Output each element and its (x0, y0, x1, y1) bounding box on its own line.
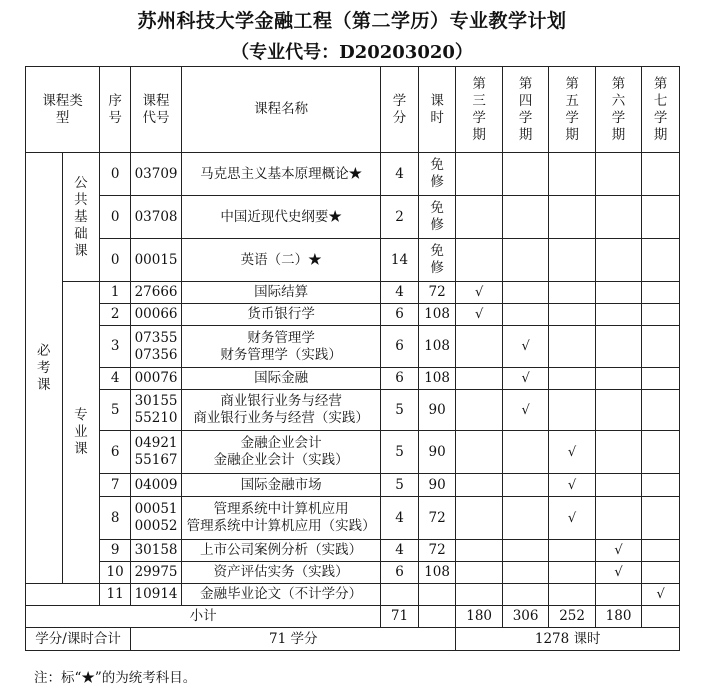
subtotal-term: 180 (595, 606, 641, 628)
course-credits: 4 (381, 540, 419, 562)
total-label: 学分/课时合计 (26, 628, 131, 651)
course-hours: 108 (418, 368, 456, 390)
term-cell (595, 282, 641, 304)
course-hours: 72 (418, 497, 456, 540)
total-row (26, 628, 680, 651)
subtotal-label: 小计 (26, 606, 381, 628)
term-check-mark: √ (502, 368, 548, 390)
header-term-4: 第四学期 (502, 67, 548, 153)
term-cell (642, 562, 680, 584)
term-cell (502, 584, 548, 606)
term-cell (456, 196, 502, 239)
course-credits: 14 (381, 239, 419, 282)
course-seq: 7 (100, 474, 131, 497)
course-code: 04009 (131, 474, 182, 497)
term-check-mark: √ (456, 282, 502, 304)
subtotal-term: 180 (456, 606, 502, 628)
course-hours: 免修 (418, 153, 456, 196)
header-term-5: 第五学期 (549, 67, 595, 153)
course-credits: 5 (381, 474, 419, 497)
course-row (26, 282, 680, 304)
term-cell (595, 304, 641, 326)
term-cell (549, 304, 595, 326)
course-code: 04921 55167 (131, 431, 182, 474)
course-code: 00066 (131, 304, 182, 326)
term-cell (502, 431, 548, 474)
term-cell (549, 326, 595, 368)
subtotal-row (26, 606, 680, 628)
term-cell (502, 474, 548, 497)
course-seq: 1 (100, 282, 131, 304)
course-name: 货币银行学 (182, 304, 381, 326)
term-check-mark: √ (502, 326, 548, 368)
term-cell (456, 474, 502, 497)
course-hours: 90 (418, 390, 456, 431)
total-credits: 71 学分 (131, 628, 456, 651)
term-cell (595, 390, 641, 431)
course-credits: 6 (381, 368, 419, 390)
header-term-7: 第七学期 (642, 67, 680, 153)
term-cell (595, 153, 641, 196)
course-hours: 免修 (418, 239, 456, 282)
course-code: 30158 (131, 540, 182, 562)
course-code: 03708 (131, 196, 182, 239)
course-name: 金融毕业论文（不计学分） (182, 584, 381, 606)
footnote: 注：标“★”的为统考科目。 (34, 670, 197, 686)
term-cell (456, 326, 502, 368)
header-term-6: 第六学期 (595, 67, 641, 153)
course-name: 国际结算 (182, 282, 381, 304)
term-check-mark: √ (549, 497, 595, 540)
course-row (26, 474, 680, 497)
term-cell (456, 368, 502, 390)
page-title: 苏州科技大学金融工程（第二学历）专业教学计划 (137, 10, 567, 32)
term-check-mark: √ (549, 474, 595, 497)
course-credits: 4 (381, 497, 419, 540)
course-row (26, 326, 680, 368)
course-seq: 9 (100, 540, 131, 562)
term-cell (456, 497, 502, 540)
term-cell (456, 390, 502, 431)
total-hours: 1278 课时 (456, 628, 680, 651)
course-seq: 4 (100, 368, 131, 390)
term-cell (595, 497, 641, 540)
term-cell (642, 196, 680, 239)
course-credits: 6 (381, 304, 419, 326)
term-check-mark: √ (595, 562, 641, 584)
course-seq: 0 (100, 239, 131, 282)
course-seq: 2 (100, 304, 131, 326)
course-seq: 8 (100, 497, 131, 540)
course-row (26, 431, 680, 474)
term-cell (642, 390, 680, 431)
term-cell (456, 584, 502, 606)
course-credits: 6 (381, 562, 419, 584)
course-credits: 5 (381, 431, 419, 474)
course-row (26, 497, 680, 540)
term-check-mark: √ (549, 431, 595, 474)
term-cell (642, 304, 680, 326)
term-cell (502, 562, 548, 584)
term-cell (642, 368, 680, 390)
course-code: 00076 (131, 368, 182, 390)
term-cell (502, 282, 548, 304)
term-cell (502, 239, 548, 282)
subtotal-credits: 71 (381, 606, 419, 628)
course-name: 上市公司案例分析（实践） (182, 540, 381, 562)
course-row (26, 562, 680, 584)
blank-cell (26, 584, 100, 606)
term-cell (595, 368, 641, 390)
term-cell (549, 368, 595, 390)
header-credits: 学分 (381, 67, 419, 153)
course-name: 管理系统中计算机应用 管理系统中计算机应用（实践） (182, 497, 381, 540)
term-cell (595, 584, 641, 606)
term-cell (595, 239, 641, 282)
term-cell (642, 474, 680, 497)
term-cell (595, 196, 641, 239)
course-code: 30155 55210 (131, 390, 182, 431)
course-hours: 108 (418, 326, 456, 368)
course-credits (381, 584, 419, 606)
course-code: 10914 (131, 584, 182, 606)
course-code: 29975 (131, 562, 182, 584)
header-code: 课程代号 (131, 67, 182, 153)
term-cell (549, 540, 595, 562)
course-name: 资产评估实务（实践） (182, 562, 381, 584)
course-seq: 6 (100, 431, 131, 474)
course-seq: 0 (100, 153, 131, 196)
subtotal-hours (418, 606, 456, 628)
term-cell (502, 497, 548, 540)
term-cell (595, 431, 641, 474)
course-credits: 4 (381, 153, 419, 196)
term-cell (549, 239, 595, 282)
term-cell (642, 431, 680, 474)
header-hours: 课时 (418, 67, 456, 153)
term-cell (456, 562, 502, 584)
term-cell (456, 153, 502, 196)
term-cell (549, 390, 595, 431)
header-category: 课程类型 (26, 67, 100, 153)
teaching-plan-table (25, 66, 680, 651)
term-cell (502, 540, 548, 562)
course-credits: 6 (381, 326, 419, 368)
course-hours: 72 (418, 540, 456, 562)
course-row (26, 239, 680, 282)
term-check-mark: √ (456, 304, 502, 326)
course-credits: 4 (381, 282, 419, 304)
course-name: 英语（二）★ (182, 239, 381, 282)
course-name: 国际金融市场 (182, 474, 381, 497)
course-hours (418, 584, 456, 606)
term-cell (502, 196, 548, 239)
term-cell (456, 431, 502, 474)
course-code: 00015 (131, 239, 182, 282)
course-name: 金融企业会计 金融企业会计（实践） (182, 431, 381, 474)
subtotal-term: 306 (502, 606, 548, 628)
subtotal-term (642, 606, 680, 628)
course-hours: 90 (418, 474, 456, 497)
course-row (26, 368, 680, 390)
header-seq: 序号 (100, 67, 131, 153)
course-credits: 5 (381, 390, 419, 431)
course-row (26, 196, 680, 239)
group-public: 公共基础课 (62, 153, 100, 282)
course-name: 马克思主义基本原理概论★ (182, 153, 381, 196)
group-major: 专业课 (62, 282, 100, 584)
course-hours: 72 (418, 282, 456, 304)
header-term-3: 第三学期 (456, 67, 502, 153)
course-credits: 2 (381, 196, 419, 239)
term-cell (642, 282, 680, 304)
course-row (26, 304, 680, 326)
course-hours: 90 (418, 431, 456, 474)
course-row (26, 390, 680, 431)
course-name: 财务管理学 财务管理学（实践） (182, 326, 381, 368)
term-cell (595, 474, 641, 497)
term-cell (549, 153, 595, 196)
header-name: 课程名称 (182, 67, 381, 153)
course-hours: 108 (418, 562, 456, 584)
course-seq: 0 (100, 196, 131, 239)
term-cell (549, 562, 595, 584)
course-row (26, 540, 680, 562)
course-code: 07355 07356 (131, 326, 182, 368)
course-seq: 11 (100, 584, 131, 606)
term-cell (595, 326, 641, 368)
term-check-mark: √ (502, 390, 548, 431)
header-row (26, 67, 680, 153)
term-cell (502, 304, 548, 326)
course-name: 中国近现代史纲要★ (182, 196, 381, 239)
term-cell (642, 497, 680, 540)
page-subtitle: （专业代号：D20203020） (231, 42, 473, 63)
course-name: 商业银行业务与经营 商业银行业务与经营（实践） (182, 390, 381, 431)
term-cell (549, 196, 595, 239)
group-required: 必考课 (26, 153, 63, 584)
term-cell (549, 584, 595, 606)
subtotal-term: 252 (549, 606, 595, 628)
term-cell (642, 153, 680, 196)
term-cell (642, 239, 680, 282)
course-code: 27666 (131, 282, 182, 304)
course-hours: 108 (418, 304, 456, 326)
course-seq: 10 (100, 562, 131, 584)
course-code: 03709 (131, 153, 182, 196)
course-row (26, 153, 680, 196)
course-row (26, 584, 680, 606)
term-check-mark: √ (595, 540, 641, 562)
term-check-mark: √ (642, 584, 680, 606)
term-cell (642, 540, 680, 562)
course-name: 国际金融 (182, 368, 381, 390)
term-cell (456, 239, 502, 282)
course-seq: 3 (100, 326, 131, 368)
course-hours: 免修 (418, 196, 456, 239)
course-seq: 5 (100, 390, 131, 431)
term-cell (502, 153, 548, 196)
course-code: 00051 00052 (131, 497, 182, 540)
term-cell (642, 326, 680, 368)
term-cell (549, 282, 595, 304)
term-cell (456, 540, 502, 562)
